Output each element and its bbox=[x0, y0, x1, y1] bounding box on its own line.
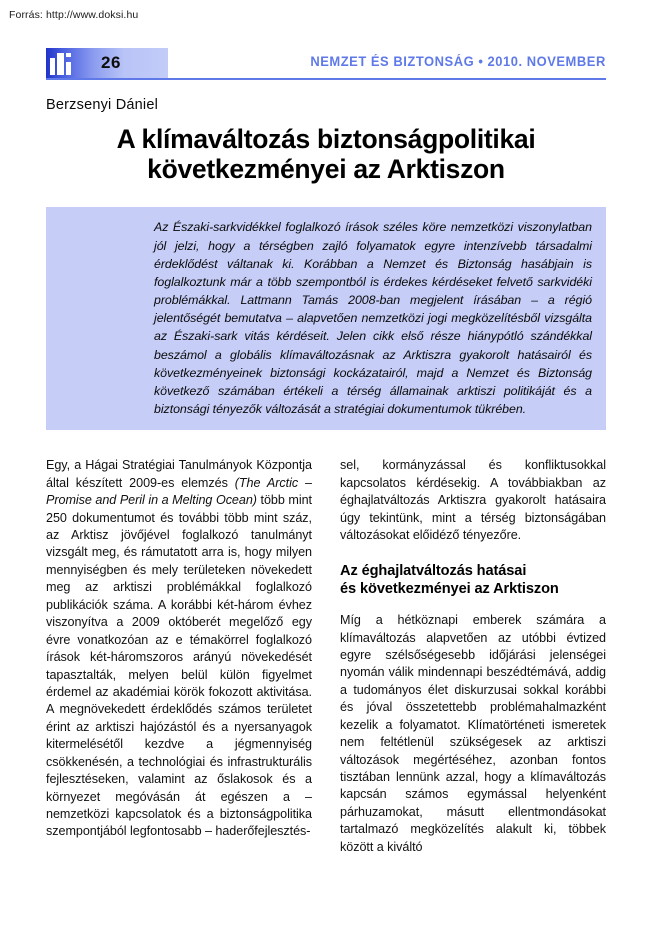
left-column bbox=[46, 457, 312, 856]
section-heading-line-1: Az éghajlatváltozás hatásai bbox=[340, 563, 527, 580]
article-title-line-1: A klímaváltozás biztonságpolitikai bbox=[116, 124, 536, 154]
right-column bbox=[340, 457, 606, 856]
body-columns bbox=[46, 457, 606, 856]
left-para-part-1: Egy, a Hágai Stratégiai Tanulmányok Központja által készített 2009-es elemzés bbox=[46, 458, 312, 490]
page-number: 26 bbox=[101, 53, 121, 72]
document-page bbox=[46, 48, 606, 856]
section-heading-line-2: és következményei az Arktiszon bbox=[340, 581, 559, 598]
article-title-line-2: következményei az Arktiszon bbox=[147, 154, 505, 185]
bar-chart-logo-icon bbox=[49, 51, 79, 75]
author-byline: Berzsenyi Dániel bbox=[46, 97, 158, 113]
right-column-paragraph-1: sel, kormányzással és konfliktusokkal kapcsolatos kérdésekig. A továbbiakban az éghajlatváltozás Arktiszra gyakorolt hatásaira úgy tekintünk, mint a térség biztonságában változásokat előidéző tényezőre. bbox=[340, 458, 606, 543]
left-para-part-2: több mint 250 dokumentumot és további több mint száz, az Arktisz jövőjével foglalkozó tanulmányt vizsgált meg, és rámutatott arra is, hogy milyen mennyiségben és mely területeken növekedett meg az arktiszi problémákkal foglalkozó publikációk száma. A korábbi két-három évhez viszonyítva a 2009 októberét megelőző egy évre vonatkozóan az e témakörrel foglalkozó írások két-háromszoros arányú növekedését tapasztalták, melyen belül külön figyelmet érdemel az akadémiai körök fokozott aktivitása. A megnövekedett érdeklődés számos területet érint az arktiszi hajózástól és a nyersanyagok kitermelésétől kezdve a jégmennyiség csökkenésén, a technológiai és infrastrukturális fejlesztéseken, valamint az őslakosok és a környezet megóvásán át egészen a – nemzetközi kapcsolatok és a biztonságpolitika szempontjából legfontosabb – haderőfejlesztés- bbox=[46, 493, 312, 839]
header-rule bbox=[46, 78, 606, 80]
right-column-paragraph-2: Míg a hétköznapi emberek számára a klímaváltozás alapvetően az utóbbi évtized egyre szélsőségesebb időjárási jelenségei nyomán válik mindennapi beszédtémává, addig a tudományos élet diskurzusai sokkal korábbi és jóval összetettebb problémahalmazként kezelik a folyamatot. Klímatörténeti ismeretek nem feltétlenül szükségesek az arktiszi változások megértéséhez, azonban fontos tisztában lennünk azzal, hogy a klímaváltozás kapcsán számos egymással helyenként párhuzamokat, másutt ellentmondásokat tartalmazó megközelítés alakult ki, többek között a kiváltó bbox=[340, 613, 606, 854]
section-heading bbox=[340, 563, 606, 599]
page-number-box bbox=[46, 48, 168, 78]
journal-issue-line: NEMZET ÉS BIZTONSÁG • 2010. NOVEMBER bbox=[310, 54, 606, 69]
article-title bbox=[46, 124, 606, 184]
running-header bbox=[46, 48, 606, 80]
abstract-text: Az Északi-sarkvidékkel foglalkozó írások széles köre nemzetközi viszonylatban jól jelzi, hogy a térségben zajló folyamatok egyre intenzívebb társadalmi érdeklődést váltanak ki. Korábban a Nemzet és Biztonság hasábjain is foglalkoztunk már a több szempontból is érdekes kérdéseket felvető sarkvidéki problémákkal. Lattmann Tamás 2008-ban megjelent írásában – a régió jelentőségét bemutatva – alapvetően nemzetközi jogi megközelítésből vizsgálta az Északi-sark vitás kérdéseit. Jelen cikk első része hiánypótló szándékkal beszámol a globális klímaváltozásnak az Arktiszra gyakorolt hatásairól és következményeinek biztonsági kockázatairól, majd a Nemzet és Biztonság következő számában értékeli a térség államainak arktiszi politikáját és a biztonsági tényezők változását a stratégiai dokumentumok tükrében. bbox=[154, 220, 592, 417]
left-para-italic-title: (The Arctic – Promise and Peril in a Melting Ocean) bbox=[46, 475, 312, 508]
left-column-paragraph bbox=[46, 457, 312, 841]
abstract-box bbox=[46, 207, 606, 430]
source-url-line: Forrás: http://www.doksi.hu bbox=[9, 9, 139, 21]
